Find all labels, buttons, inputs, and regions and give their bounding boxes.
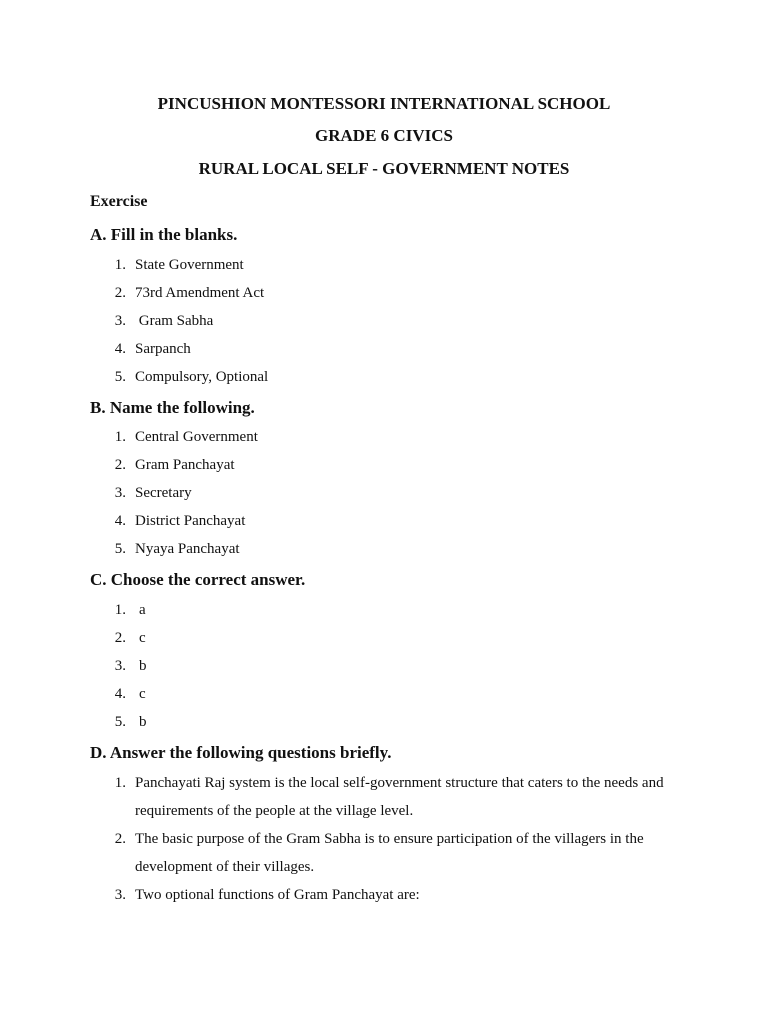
section-b-heading: B. Name the following. bbox=[90, 398, 255, 417]
list-text: Nyaya Panchayat bbox=[135, 541, 240, 557]
exercise-label: Exercise bbox=[90, 193, 148, 210]
list-text: Secretary bbox=[135, 485, 192, 501]
list-text: District Panchayat bbox=[135, 513, 246, 529]
list-number: 4. bbox=[114, 513, 126, 529]
list-number: 2. bbox=[114, 831, 126, 847]
list-text: State Government bbox=[135, 257, 244, 273]
list-number: 2. bbox=[114, 457, 126, 473]
list-number: 1. bbox=[114, 257, 126, 273]
list-number: 2. bbox=[114, 285, 126, 301]
list-text: b bbox=[139, 658, 147, 674]
list-number: 1. bbox=[114, 775, 126, 791]
list-text: b bbox=[139, 714, 147, 730]
list-text: Panchayati Raj system is the local self-government structure that caters to the needs and requirements of the people at the village level. bbox=[135, 775, 664, 819]
list-text: Compulsory, Optional bbox=[135, 369, 269, 385]
section-d-heading: D. Answer the following questions briefly. bbox=[90, 743, 392, 762]
list-text: Gram Panchayat bbox=[135, 457, 235, 473]
school-name: PINCUSHION MONTESSORI INTERNATIONAL SCHOOL bbox=[157, 94, 611, 113]
list-number: 5. bbox=[114, 541, 126, 557]
list-text: Gram Sabha bbox=[135, 313, 214, 329]
list-text: c bbox=[139, 630, 146, 646]
list-text: Sarpanch bbox=[135, 341, 191, 357]
list-text: Central Government bbox=[135, 429, 258, 445]
grade-subject: GRADE 6 CIVICS bbox=[315, 126, 453, 145]
document-title: RURAL LOCAL SELF - GOVERNMENT NOTES bbox=[198, 159, 570, 178]
list-number: 4. bbox=[114, 341, 126, 357]
list-number: 5. bbox=[114, 369, 126, 385]
section-a-heading: A. Fill in the blanks. bbox=[90, 225, 238, 244]
section-c-heading: C. Choose the correct answer. bbox=[90, 570, 306, 589]
list-number: 2. bbox=[114, 630, 126, 646]
list-number: 3. bbox=[114, 887, 126, 903]
list-text: 73rd Amendment Act bbox=[135, 285, 265, 301]
list-number: 1. bbox=[114, 602, 126, 618]
list-number: 3. bbox=[114, 313, 126, 329]
list-text: The basic purpose of the Gram Sabha is to ensure participation of the villagers in the development of their villages. bbox=[135, 831, 644, 875]
list-number: 3. bbox=[114, 485, 126, 501]
list-text: Two optional functions of Gram Panchayat are: bbox=[135, 887, 420, 903]
list-number: 4. bbox=[114, 686, 126, 702]
list-number: 1. bbox=[114, 429, 126, 445]
list-text: c bbox=[139, 686, 146, 702]
list-number: 3. bbox=[114, 658, 126, 674]
list-number: 5. bbox=[114, 714, 126, 730]
list-text: a bbox=[139, 602, 146, 618]
